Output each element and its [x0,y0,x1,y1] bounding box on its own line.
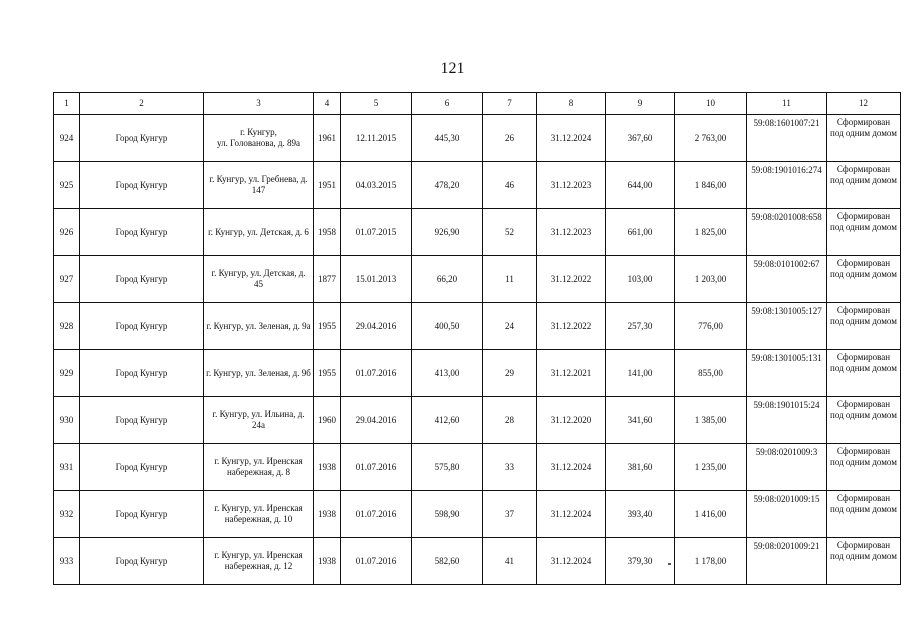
deadline-cell: 31.12.2023 [537,209,606,256]
date-cell: 04.03.2015 [341,162,412,209]
row-number-cell: 933 [54,538,80,585]
area-total-cell: 445,30 [412,115,483,162]
date-cell: 15.01.2013 [341,256,412,303]
area-total-cell: 575,80 [412,444,483,491]
land-status-cell: Сформирован под одним домом [827,350,901,397]
area-land-cell: 341,60 [606,397,675,444]
residents-cell: 52 [483,209,537,256]
municipality-cell: Город Кунгур [80,444,204,491]
row-number-cell: 926 [54,209,80,256]
residents-cell: 26 [483,115,537,162]
cadastral-number-cell: 59:08:0201009:15 [747,491,827,538]
year-built-cell: 1877 [314,256,341,303]
header-cell: 3 [204,93,314,115]
residents-cell: 46 [483,162,537,209]
header-cell: 7 [483,93,537,115]
land-status-cell: Сформирован под одним домом [827,115,901,162]
deadline-cell: 31.12.2024 [537,491,606,538]
date-cell: 01.07.2016 [341,538,412,585]
land-status-cell: Сформирован под одним домом [827,444,901,491]
date-cell: 29.04.2016 [341,303,412,350]
header-cell: 8 [537,93,606,115]
cost-cell: 1 416,00 [675,491,747,538]
row-number-cell: 930 [54,397,80,444]
area-total-cell: 598,90 [412,491,483,538]
year-built-cell: 1958 [314,209,341,256]
address-cell: г. Кунгур, ул. Голованова, д. 89а [204,115,314,162]
municipality-cell: Город Кунгур [80,162,204,209]
land-status-cell: Сформирован под одним домом [827,303,901,350]
address-cell: г. Кунгур, ул. Иренская набережная, д. 12 [204,538,314,585]
row-number-cell: 929 [54,350,80,397]
cost-cell: 1 385,00 [675,397,747,444]
area-total-cell: 926,90 [412,209,483,256]
date-cell: 01.07.2015 [341,209,412,256]
cost-cell: 1 825,00 [675,209,747,256]
year-built-cell: 1960 [314,397,341,444]
area-land-cell: 381,60 [606,444,675,491]
area-land-cell: 141,00 [606,350,675,397]
address-cell: г. Кунгур, ул. Иренская набережная, д. 10 [204,491,314,538]
deadline-cell: 31.12.2021 [537,350,606,397]
cadastral-number-cell: 59:08:1301005:127 [747,303,827,350]
cadastral-number-cell: 59:08:0201009:3 [747,444,827,491]
cadastral-number-cell: 59:08:0101002:67 [747,256,827,303]
header-row [54,93,901,115]
cadastral-number-cell: 59:08:1901015:24 [747,397,827,444]
address-cell: г. Кунгур, ул. Зеленая, д. 9а [204,303,314,350]
deadline-cell: 31.12.2024 [537,538,606,585]
land-status-cell: Сформирован под одним домом [827,162,901,209]
header-cell: 1 [54,93,80,115]
deadline-cell: 31.12.2022 [537,256,606,303]
scan-artifact [668,563,671,565]
row-number-cell: 931 [54,444,80,491]
residents-cell: 11 [483,256,537,303]
deadline-cell: 31.12.2024 [537,444,606,491]
area-land-cell: 644,00 [606,162,675,209]
table-row [54,209,901,256]
header-cell: 2 [80,93,204,115]
row-number-cell: 927 [54,256,80,303]
page-number: 121 [440,60,465,77]
date-cell: 12.11.2015 [341,115,412,162]
cost-cell: 1 235,00 [675,444,747,491]
row-number-cell: 932 [54,491,80,538]
address-cell: г. Кунгур, ул. Детская, д. 45 [204,256,314,303]
year-built-cell: 1961 [314,115,341,162]
address-cell: г. Кунгур, ул. Гребнева, д. 147 [204,162,314,209]
table-row [54,397,901,444]
deadline-cell: 31.12.2023 [537,162,606,209]
header-cell: 11 [747,93,827,115]
date-cell: 01.07.2016 [341,444,412,491]
year-built-cell: 1938 [314,491,341,538]
year-built-cell: 1938 [314,538,341,585]
header-cell: 12 [827,93,901,115]
deadline-cell: 31.12.2020 [537,397,606,444]
land-status-cell: Сформирован под одним домом [827,209,901,256]
year-built-cell: 1938 [314,444,341,491]
cadastral-number-cell: 59:08:1901016:274 [747,162,827,209]
area-land-cell: 393,40 [606,491,675,538]
deadline-cell: 31.12.2022 [537,303,606,350]
residents-cell: 41 [483,538,537,585]
cost-cell: 1 203,00 [675,256,747,303]
area-total-cell: 400,50 [412,303,483,350]
residents-cell: 28 [483,397,537,444]
municipality-cell: Город Кунгур [80,350,204,397]
area-total-cell: 582,60 [412,538,483,585]
year-built-cell: 1955 [314,350,341,397]
municipality-cell: Город Кунгур [80,397,204,444]
deadline-cell: 31.12.2024 [537,115,606,162]
municipality-cell: Город Кунгур [80,115,204,162]
cost-cell: 1 178,00 [675,538,747,585]
year-built-cell: 1955 [314,303,341,350]
address-cell: г. Кунгур, ул. Зеленая, д. 9б [204,350,314,397]
residents-cell: 24 [483,303,537,350]
land-status-cell: Сформирован под одним домом [827,397,901,444]
land-status-cell: Сформирован под одним домом [827,256,901,303]
residents-cell: 37 [483,491,537,538]
municipality-cell: Город Кунгур [80,209,204,256]
area-total-cell: 412,60 [412,397,483,444]
address-cell: г. Кунгур, ул. Ильина, д. 24а [204,397,314,444]
header-cell: 10 [675,93,747,115]
table-row [54,303,901,350]
land-status-cell: Сформирован под одним домом [827,538,901,585]
area-total-cell: 478,20 [412,162,483,209]
row-number-cell: 928 [54,303,80,350]
cadastral-number-cell: 59:08:1601007:21 [747,115,827,162]
area-land-cell: 367,60 [606,115,675,162]
residents-cell: 33 [483,444,537,491]
municipality-cell: Город Кунгур [80,256,204,303]
table-row [54,256,901,303]
area-land-cell: 257,30 [606,303,675,350]
address-cell: г. Кунгур, ул. Иренская набережная, д. 8 [204,444,314,491]
date-cell: 01.07.2016 [341,350,412,397]
cadastral-number-cell: 59:08:0201009:21 [747,538,827,585]
header-cell: 5 [341,93,412,115]
cost-cell: 776,00 [675,303,747,350]
land-status-cell: Сформирован под одним домом [827,491,901,538]
table-row [54,491,901,538]
area-total-cell: 413,00 [412,350,483,397]
area-land-cell: 661,00 [606,209,675,256]
table-row [54,350,901,397]
header-cell: 4 [314,93,341,115]
row-number-cell: 925 [54,162,80,209]
table-row [54,538,901,585]
address-cell: г. Кунгур, ул. Детская, д. 6 [204,209,314,256]
cadastral-number-cell: 59:08:1301005:131 [747,350,827,397]
area-land-cell: 103,00 [606,256,675,303]
table-row [54,115,901,162]
cost-cell: 2 763,00 [675,115,747,162]
header-cell: 6 [412,93,483,115]
residents-cell: 29 [483,350,537,397]
header-cell: 9 [606,93,675,115]
table-row [54,162,901,209]
area-total-cell: 66,20 [412,256,483,303]
municipality-cell: Город Кунгур [80,538,204,585]
housing-table [53,92,901,585]
area-land-cell: 379,30 [606,538,675,585]
municipality-cell: Город Кунгур [80,491,204,538]
municipality-cell: Город Кунгур [80,303,204,350]
date-cell: 01.07.2016 [341,491,412,538]
cost-cell: 1 846,00 [675,162,747,209]
cadastral-number-cell: 59:08:0201008:658 [747,209,827,256]
table-row [54,444,901,491]
year-built-cell: 1951 [314,162,341,209]
date-cell: 29.04.2016 [341,397,412,444]
cost-cell: 855,00 [675,350,747,397]
row-number-cell: 924 [54,115,80,162]
